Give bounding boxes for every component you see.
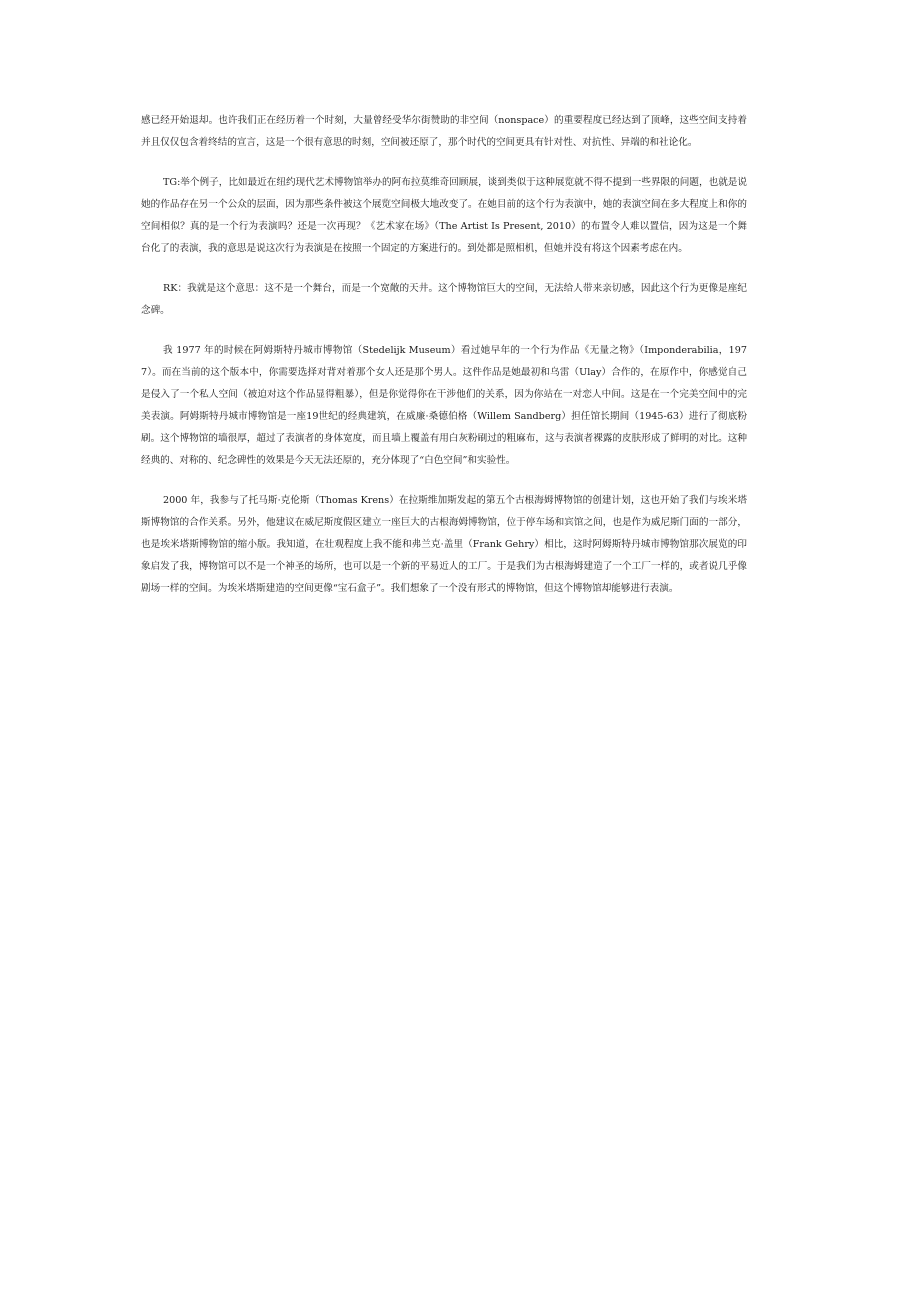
paragraph-continuation: 感已经开始退却。也许我们正在经历着一个时刻，大量曾经受华尔街赞助的非空间（nonspace）的重要程度已经达到了顶峰，这些空间支持着并且仅仅包含着终结的宣言，这是一个很有意思的时刻，空间被还原了，那个时代的空间更具有针对性、对抗性、异端的和社论化。 bbox=[141, 115, 747, 148]
paragraph-tg-question: TG:举个例子，比如最近在纽约现代艺术博物馆举办的阿布拉莫维奇回顾展，谈到类似于这种展览就不得不提到一些界限的问题，也就是说她的作品存在另一个公众的层面，因为那些条件被这个展览空间极大地改变了。在她目前的这个行为表演中，她的表演空间在多大程度上和你的空间相似？真的是一个行为表演吗？还是一次再现？《艺术家在场》（The Artist Is Present, 2010）的布置令人难以置信，因为这是一个舞台化了的表演，我的意思是说这次行为表演是在按照一个固定的方案进行的。到处都是照相机，但她并没有将这个因素考虑在内。 bbox=[141, 177, 747, 254]
paragraph-guggenheim-2000: 2000 年，我参与了托马斯·克伦斯（Thomas Krens）在拉斯维加斯发起的第五个古根海姆博物馆的创建计划，这也开始了我们与埃米塔斯博物馆的合作关系。另外，他建议在威尼斯度假区建立一座巨大的古根海姆博物馆，位于停车场和宾馆之间，也是作为威尼斯门面的一部分，也是埃米塔斯博物馆的缩小版。我知道，在壮观程度上我不能和弗兰克·盖里（Frank Gehry）相比，这时阿姆斯特丹城市博物馆那次展览的印象启发了我，博物馆可以不是一个神圣的场所，也可以是一个新的平易近人的工厂。于是我们为古根海姆建造了一个工厂一样的，或者说几乎像剧场一样的空间。为埃米塔斯建造的空间更像“宝石盒子”。我们想象了一个没有形式的博物馆，但这个博物馆却能够进行表演。 bbox=[141, 495, 747, 594]
document-page bbox=[141, 110, 747, 618]
paragraph-stedelijk-1977: 我 1977 年的时候在阿姆斯特丹城市博物馆（Stedelijk Museum）看过她早年的一个行为作品《无量之物》（Imponderabilia，1977）。而在当前的这个版本中，你需要选择对背对着那个女人还是那个男人。这件作品是她最初和乌雷（Ulay）合作的，在原作中，你感觉自己是侵入了一个私人空间（被迫对这个作品显得粗暴），但是你觉得你在干涉他们的关系，因为你站在一对恋人中间。这是在一个完美空间中的完美表演。阿姆斯特丹城市博物馆是一座19世纪的经典建筑，在威廉·桑德伯格（Willem Sandberg）担任馆长期间（1945-63）进行了彻底粉刷。这个博物馆的墙很厚，超过了表演者的身体宽度，而且墙上覆盖有用白灰粉刷过的粗麻布，这与表演者裸露的皮肤形成了鲜明的对比。这种经典的、对称的、纪念碑性的效果是今天无法还原的，充分体现了“白色空间”和实验性。 bbox=[141, 345, 747, 466]
paragraph-rk-answer: RK：我就是这个意思：这不是一个舞台，而是一个宽敞的天井。这个博物馆巨大的空间，无法给人带来亲切感，因此这个行为更像是座纪念碑。 bbox=[141, 283, 747, 316]
